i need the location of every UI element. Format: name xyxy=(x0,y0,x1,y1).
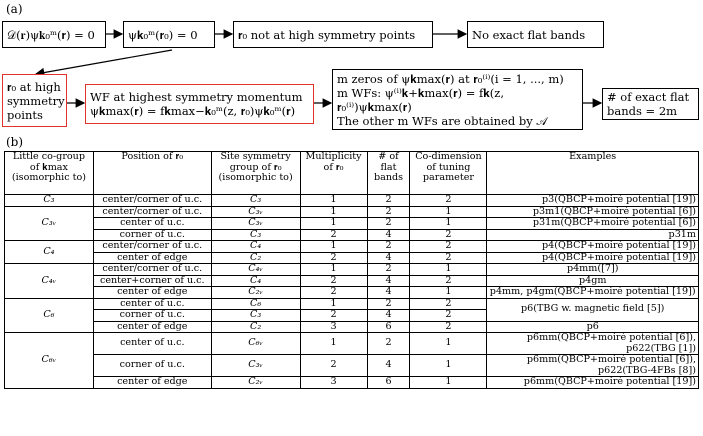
co-dimension-cell: 1 xyxy=(410,218,487,230)
table-row xyxy=(5,377,699,389)
flow-box-wavefunction-line1: WF at highest symmetry momentum xyxy=(90,90,303,104)
multiplicity-cell: 2 xyxy=(300,310,367,322)
position-cell: center of edge xyxy=(93,287,211,299)
multiplicity-cell: 1 xyxy=(300,264,367,276)
multiplicity-cell: 2 xyxy=(300,252,367,264)
header-site-symmetry: Site symmetry group of 𝐫₀ (isomorphic to) xyxy=(211,152,300,195)
flow-box-zeros xyxy=(332,69,583,130)
co-dimension-cell: 2 xyxy=(410,298,487,310)
multiplicity-cell: 3 xyxy=(300,321,367,333)
table-row xyxy=(5,287,699,299)
position-cell: center/corner of u.c. xyxy=(93,241,211,253)
header-co-dimension: Co-dimension of tuning parameter xyxy=(410,152,487,195)
co-dimension-cell: 1 xyxy=(410,333,487,355)
flow-box-flat-band-count-line1: # of exact flat xyxy=(607,90,690,104)
site-symmetry-cell: C₄ᵥ xyxy=(211,264,300,276)
examples-cell: p6 xyxy=(487,321,699,333)
multiplicity-cell: 1 xyxy=(300,195,367,207)
site-symmetry-cell: C₃ xyxy=(211,310,300,322)
flat-bands-cell: 2 xyxy=(367,195,410,207)
flat-bands-cell: 2 xyxy=(367,206,410,218)
site-symmetry-cell: C₂ᵥ xyxy=(211,377,300,389)
examples-cell: p4(QBCP+moiré potential [19]) xyxy=(487,252,699,264)
flow-box-flat-band-count-line2: bands = 2m xyxy=(607,104,678,118)
flat-band-table xyxy=(4,151,699,389)
header-examples: Examples xyxy=(487,152,699,195)
flat-bands-cell: 2 xyxy=(367,241,410,253)
site-symmetry-cell: C₂ xyxy=(211,252,300,264)
flow-box-high-symmetry-line2: symmetry xyxy=(7,93,65,108)
site-symmetry-cell: C₃ xyxy=(211,195,300,207)
flow-box-no-flat-bands xyxy=(467,21,604,48)
co-dimension-cell: 2 xyxy=(410,241,487,253)
co-dimension-cell: 2 xyxy=(410,310,487,322)
point-group-cell: C₆ xyxy=(5,298,94,333)
site-symmetry-cell: C₃ᵥ xyxy=(211,206,300,218)
examples-cell: p4mm([7]) xyxy=(487,264,699,276)
position-cell: corner of u.c. xyxy=(93,229,211,241)
flow-box-high-symmetry xyxy=(2,74,67,127)
co-dimension-cell: 2 xyxy=(410,229,487,241)
co-dimension-cell: 1 xyxy=(410,206,487,218)
examples-cell: p3(QBCP+moiré potential [19]) xyxy=(487,195,699,207)
header-multiplicity: Multiplicity of 𝐫₀ xyxy=(300,152,367,195)
table-row xyxy=(5,298,699,310)
header-little-co-group: Little co-group of 𝐤max (isomorphic to) xyxy=(5,152,94,195)
examples-cell: p4mm, p4gm(QBCP+moiré potential [19]) xyxy=(487,287,699,299)
multiplicity-cell: 1 xyxy=(300,241,367,253)
panel-a-label: (a) xyxy=(6,2,23,16)
table-row xyxy=(5,241,699,253)
flow-box-not-high-symmetry xyxy=(233,21,433,48)
site-symmetry-cell: C₃ᵥ xyxy=(211,355,300,377)
flow-box-zeros-line1: m zeros of ψ𝐤max(𝐫) at 𝐫₀⁽ⁱ⁾(i = 1, ..., m) xyxy=(337,71,564,86)
position-cell: center of edge xyxy=(93,377,211,389)
table-row xyxy=(5,218,699,230)
header-flat-bands: # of flat bands xyxy=(367,152,410,195)
table-row xyxy=(5,195,699,207)
flow-box-equation-text: 𝒟(𝐫)ψ𝐤₀ᵐ(𝐫) = 0 xyxy=(7,27,95,42)
flat-bands-cell: 6 xyxy=(367,321,410,333)
table-row xyxy=(5,264,699,276)
arrow-4 xyxy=(36,50,172,74)
multiplicity-cell: 2 xyxy=(300,355,367,377)
point-group-cell: C₄ᵥ xyxy=(5,264,94,299)
position-cell: corner of u.c. xyxy=(93,355,211,377)
site-symmetry-cell: C₃ xyxy=(211,229,300,241)
examples-cell: p31m(QBCP+moiré potential [6]) xyxy=(487,218,699,230)
flat-bands-cell: 4 xyxy=(367,287,410,299)
multiplicity-cell: 1 xyxy=(300,298,367,310)
flow-box-no-flat-bands-text: No exact flat bands xyxy=(472,27,586,42)
flat-bands-cell: 4 xyxy=(367,252,410,264)
position-cell: center/corner of u.c. xyxy=(93,195,211,207)
co-dimension-cell: 2 xyxy=(410,275,487,287)
site-symmetry-cell: C₂ᵥ xyxy=(211,287,300,299)
position-cell: corner of u.c. xyxy=(93,310,211,322)
multiplicity-cell: 2 xyxy=(300,275,367,287)
examples-cell: p31m xyxy=(487,229,699,241)
table-row xyxy=(5,229,699,241)
multiplicity-cell: 1 xyxy=(300,206,367,218)
examples-cell: p3m1(QBCP+moiré potential [6]) xyxy=(487,206,699,218)
flow-box-zero-condition xyxy=(123,21,215,48)
examples-cell: p6mm(QBCP+moiré potential [6]), p622(TBG-4FBs [8]) xyxy=(487,355,699,377)
table-row xyxy=(5,333,699,355)
site-symmetry-cell: C₃ᵥ xyxy=(211,218,300,230)
point-group-cell: C₃ᵥ xyxy=(5,206,94,241)
flat-bands-cell: 2 xyxy=(367,264,410,276)
flow-box-flat-band-count xyxy=(602,88,699,120)
position-cell: center of u.c. xyxy=(93,298,211,310)
point-group-cell: C₄ xyxy=(5,241,94,264)
position-cell: center of edge xyxy=(93,252,211,264)
position-cell: center/corner of u.c. xyxy=(93,264,211,276)
point-group-cell: C₃ xyxy=(5,195,94,207)
table-header-row xyxy=(5,152,699,195)
panel-b-label: (b) xyxy=(6,135,24,149)
table-row xyxy=(5,355,699,377)
co-dimension-cell: 1 xyxy=(410,287,487,299)
co-dimension-cell: 1 xyxy=(410,264,487,276)
point-group-cell: C₆ᵥ xyxy=(5,333,94,389)
flow-box-zeros-line2: m WFs: ψ⁽ⁱ⁾𝐤+𝐤max(𝐫) = f𝐤(z, 𝐫₀⁽ⁱ⁾)ψ𝐤max(𝐫) xyxy=(337,85,504,114)
flow-box-high-symmetry-line3: points xyxy=(7,107,43,122)
examples-cell: p6mm(QBCP+moiré potential [6]), p622(TBG [1]) xyxy=(487,333,699,355)
position-cell: center+corner of u.c. xyxy=(93,275,211,287)
flat-bands-cell: 2 xyxy=(367,333,410,355)
flow-box-equation xyxy=(2,21,106,48)
co-dimension-cell: 2 xyxy=(410,252,487,264)
co-dimension-cell: 2 xyxy=(410,321,487,333)
flat-bands-cell: 2 xyxy=(367,298,410,310)
multiplicity-cell: 1 xyxy=(300,218,367,230)
header-position: Position of 𝐫₀ xyxy=(93,152,211,195)
site-symmetry-cell: C₄ xyxy=(211,275,300,287)
flat-bands-cell: 6 xyxy=(367,377,410,389)
table-row xyxy=(5,275,699,287)
site-symmetry-cell: C₆ xyxy=(211,298,300,310)
table-row xyxy=(5,321,699,333)
examples-cell: p6mm(QBCP+moiré potential [19]) xyxy=(487,377,699,389)
site-symmetry-cell: C₄ xyxy=(211,241,300,253)
flat-bands-cell: 4 xyxy=(367,310,410,322)
flat-bands-cell: 4 xyxy=(367,355,410,377)
examples-cell: p6(TBG w. magnetic field [5]) xyxy=(487,298,699,321)
position-cell: center of u.c. xyxy=(93,333,211,355)
multiplicity-cell: 1 xyxy=(300,333,367,355)
examples-cell: p4(QBCP+moiré potential [19]) xyxy=(487,241,699,253)
co-dimension-cell: 1 xyxy=(410,377,487,389)
table-row xyxy=(5,252,699,264)
co-dimension-cell: 2 xyxy=(410,195,487,207)
co-dimension-cell: 1 xyxy=(410,355,487,377)
position-cell: center of edge xyxy=(93,321,211,333)
flat-bands-cell: 2 xyxy=(367,218,410,230)
flat-bands-cell: 4 xyxy=(367,275,410,287)
position-cell: center of u.c. xyxy=(93,218,211,230)
site-symmetry-cell: C₆ᵥ xyxy=(211,333,300,355)
flow-box-high-symmetry-line1: 𝐫₀ at high xyxy=(7,79,61,94)
multiplicity-cell: 2 xyxy=(300,287,367,299)
flow-box-wavefunction xyxy=(85,84,314,124)
multiplicity-cell: 3 xyxy=(300,377,367,389)
flat-bands-cell: 4 xyxy=(367,229,410,241)
flow-box-zero-condition-text: ψ𝐤₀ᵐ(𝐫₀) = 0 xyxy=(128,27,198,42)
multiplicity-cell: 2 xyxy=(300,229,367,241)
flow-box-not-high-symmetry-text: 𝐫₀ not at high symmetry points xyxy=(238,27,416,42)
site-symmetry-cell: C₂ xyxy=(211,321,300,333)
flow-box-wavefunction-line2: ψ𝐤max(𝐫) = f𝐤max−𝐤₀ᵐ(z, 𝐫₀)ψ𝐤₀ᵐ(𝐫) xyxy=(90,104,296,118)
table-row xyxy=(5,206,699,218)
examples-cell: p4gm xyxy=(487,275,699,287)
position-cell: center/corner of u.c. xyxy=(93,206,211,218)
flow-box-zeros-line3: The other m WFs are obtained by 𝒜 xyxy=(337,113,548,128)
